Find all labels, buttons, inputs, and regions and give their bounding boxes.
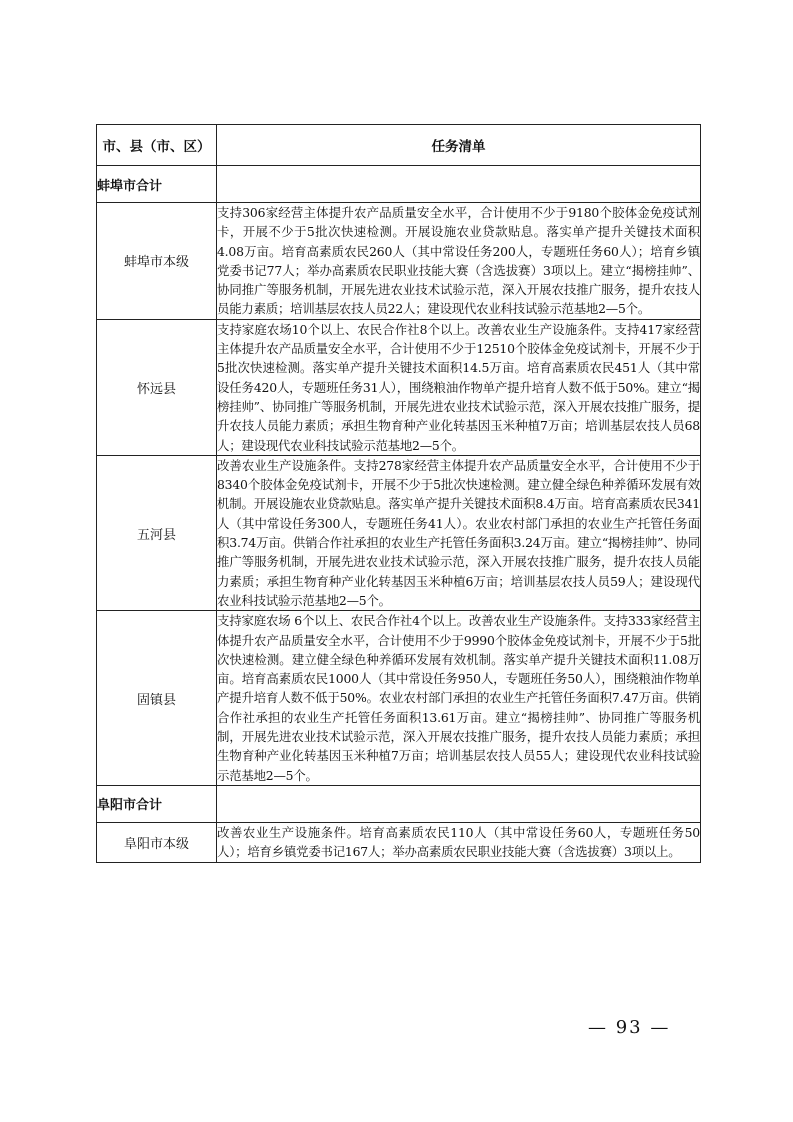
table-row bbox=[97, 203, 701, 320]
county-tasks: 改善农业生产设施条件。支持278家经营主体提升农产品质量安全水平，合计使用不少于8340个胶体金免疫试剂卡，开展不少于5批次快速检测。建立健全绿色种养循环发展有效机制。开展设施农业贷款贴息。落实单产提升关键技术面积8.4万亩。培育高素质农民341人（其中常设任务300人，专题班任务41人）。农业农村部门承担的农业生产托管任务面积3.74万亩。供销合作社承担的农业生产托管任务面积3.24万亩。建立“揭榜挂帅”、协同推广等服务机制，开展先进农业技术试验示范，深入开展农技推广服务，提升农技人员能力素质；承担生物育种产业化转基因玉米种植6万亩；培训基层农技人员59人；建设现代农业科技试验示范基地2—5个。 bbox=[217, 455, 701, 610]
county-name: 阜阳市本级 bbox=[97, 822, 217, 862]
page-number: — 93 — bbox=[588, 1017, 671, 1038]
county-name: 怀远县 bbox=[97, 319, 217, 455]
county-name: 五河县 bbox=[97, 455, 217, 610]
city-summary-tasks bbox=[217, 785, 701, 822]
city-summary-label: 阜阳市合计 bbox=[97, 785, 217, 822]
city-summary-label: 蚌埠市合计 bbox=[97, 166, 217, 203]
county-tasks: 改善农业生产设施条件。培育高素质农民110人（其中常设任务60人，专题班任务50人）；培育乡镇党委书记167人；举办高素质农民职业技能大赛（含选拔赛）3项以上。 bbox=[217, 822, 701, 862]
task-list-table bbox=[96, 124, 701, 863]
county-tasks: 支持家庭农场 6个以上、农民合作社4个以上。改善农业生产设施条件。支持333家经营主体提升农产品质量安全水平，合计使用不少于9990个胶体金免疫试剂卡，开展不少于5批次快速检测。建立健全绿色种养循环发展有效机制。落实单产提升关键技术面积11.08万亩。培育高素质农民1000人（其中常设任务950人，专题班任务50人），围绕粮油作物单产提升培育人数不低于50%。农业农村部门承担的农业生产托管任务面积7.47万亩。供销合作社承担的农业生产托管任务面积13.61万亩。建立“揭榜挂帅”、协同推广等服务机制，开展先进农业技术试验示范，深入开展农技推广服务，提升农技人员能力素质；承担生物育种产业化转基因玉米种植7万亩；培训基层农技人员55人；建设现代农业科技试验示范基地2—5个。 bbox=[217, 611, 701, 786]
county-name: 固镇县 bbox=[97, 611, 217, 786]
county-name: 蚌埠市本级 bbox=[97, 203, 217, 320]
table-row bbox=[97, 319, 701, 455]
table-row bbox=[97, 455, 701, 610]
table-header-row bbox=[97, 125, 701, 166]
table-row bbox=[97, 785, 701, 822]
city-summary-tasks bbox=[217, 166, 701, 203]
table-row bbox=[97, 611, 701, 786]
county-tasks: 支持家庭农场10个以上、农民合作社8个以上。改善农业生产设施条件。支持417家经营主体提升农产品质量安全水平，合计使用不少于12510个胶体金免疫试剂卡，开展不少于5批次快速检测。落实单产提升关键技术面积14.5万亩。培育高素质农民451人（其中常设任务420人，专题班任务31人），围绕粮油作物单产提升培育人数不低于50%。建立“揭榜挂帅”、协同推广等服务机制，开展先进农业技术试验示范，深入开展农技推广服务，提升农技人员能力素质；承担生物育种产业化转基因玉米种植7万亩；培训基层农技人员68人；建设现代农业科技试验示范基地2—5个。 bbox=[217, 319, 701, 455]
table-row bbox=[97, 166, 701, 203]
header-region: 市、县（市、区） bbox=[97, 125, 217, 166]
header-task-list: 任务清单 bbox=[217, 125, 701, 166]
table-row bbox=[97, 822, 701, 862]
county-tasks: 支持306家经营主体提升农产品质量安全水平，合计使用不少于9180个胶体金免疫试剂卡，开展不少于5批次快速检测。开展设施农业贷款贴息。落实单产提升关键技术面积4.08万亩。培育高素质农民260人（其中常设任务200人，专题班任务60人）；培育乡镇党委书记77人；举办高素质农民职业技能大赛（含选拔赛）3项以上。建立“揭榜挂帅”、协同推广等服务机制，开展先进农业技术试验示范，深入开展农技推广服务，提升农技人员能力素质；培训基层农技人员22人；建设现代农业科技试验示范基地2—5个。 bbox=[217, 203, 701, 320]
